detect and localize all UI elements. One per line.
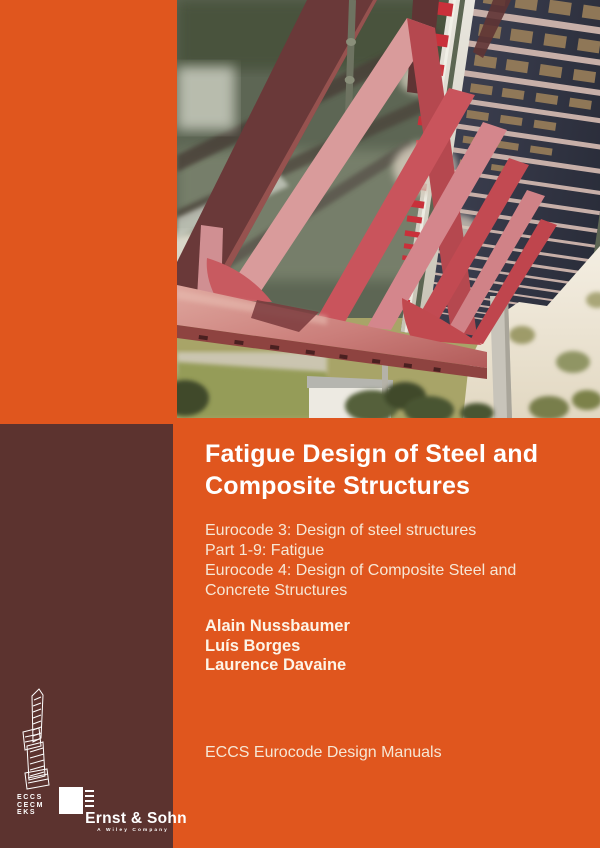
publisher-logo [59, 785, 189, 833]
subtitle-line: Concrete Structures [205, 582, 348, 599]
author-name: Luís Borges [205, 636, 301, 655]
book-title-line2: Composite Structures [205, 472, 471, 500]
subtitle-line: Eurocode 4: Design of Composite Steel and [205, 562, 517, 579]
subtitle-line: Part 1-9: Fatigue [205, 542, 325, 559]
publisher-square-mark [59, 787, 83, 814]
bridge-photo [177, 0, 600, 418]
author-name: Alain Nussbaumer [205, 617, 350, 635]
publisher-name: Ernst & Sohn [85, 809, 187, 827]
subtitle-line: Eurocode 3: Design of steel structures [205, 522, 477, 539]
book-title [205, 438, 538, 502]
series-title: ECCS Eurocode Design Manuals [205, 744, 442, 761]
publisher-tagline: A Wiley Company [97, 827, 169, 833]
eccs-tower-logo-icon [8, 686, 64, 792]
author-list [205, 617, 350, 676]
book-subtitle [205, 521, 516, 601]
eccs-acronym-line: EKS [17, 809, 37, 816]
eccs-acronym-line: CECM [17, 801, 45, 809]
eccs-acronyms [17, 794, 44, 817]
author-name: Laurence Davaine [205, 656, 347, 674]
eccs-acronym-line: ECCS [17, 794, 43, 801]
book-title-line1: Fatigue Design of Steel and [205, 440, 539, 468]
bridge-photo-illustration [177, 0, 600, 418]
publisher-e-bars [85, 790, 94, 810]
